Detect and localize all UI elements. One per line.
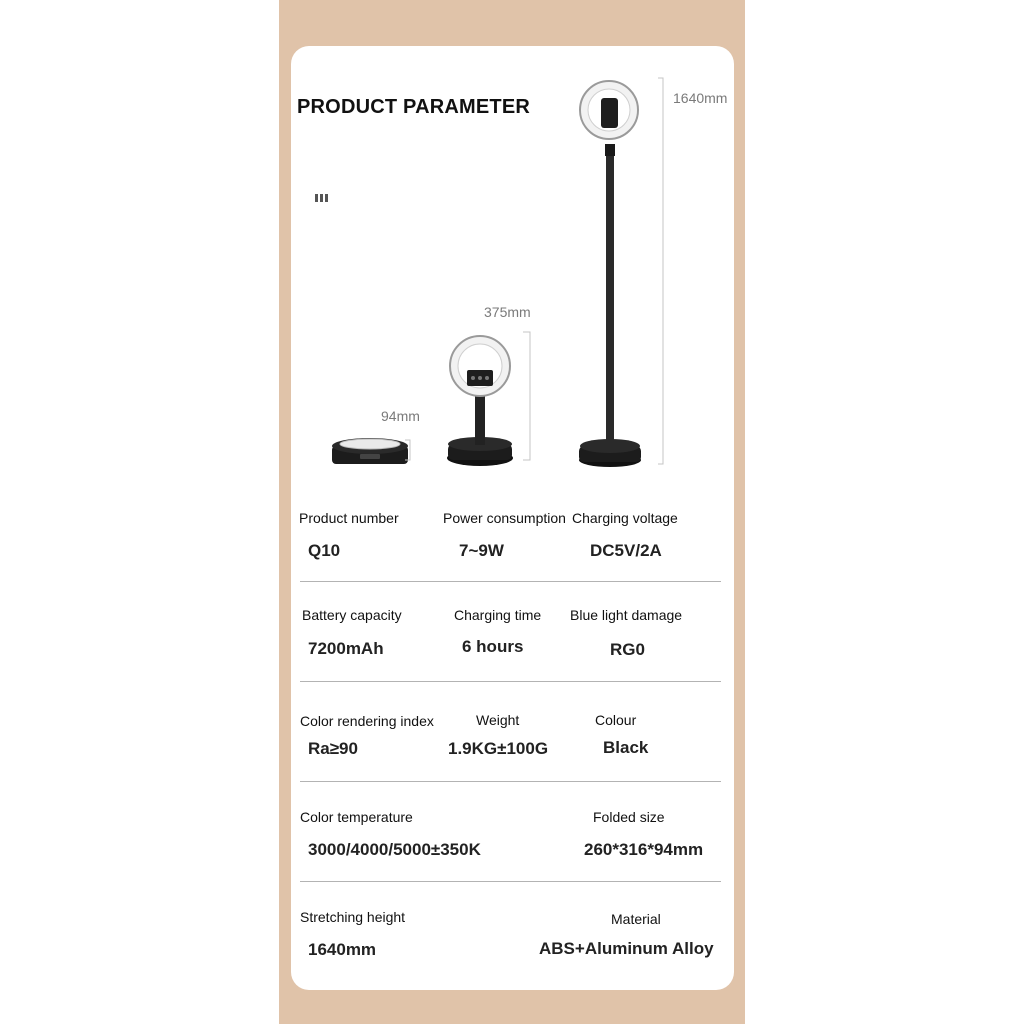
divider (300, 581, 721, 582)
page-title: PRODUCT PARAMETER (297, 96, 531, 118)
color-rendering-index-value: Ra≥90 (308, 739, 358, 758)
stretching-height-label: Stretching height (300, 909, 406, 925)
material-label: Material (611, 911, 661, 927)
dimension-label-full: 1640mm (673, 90, 728, 106)
divider (300, 681, 721, 682)
battery-capacity-value: 7200mAh (308, 639, 384, 658)
extended-ring-light (579, 81, 641, 467)
colour-value: Black (603, 738, 649, 757)
battery-capacity-label: Battery capacity (302, 607, 402, 623)
blue-light-damage-value: RG0 (610, 640, 645, 659)
weight-value: 1.9KG±100G (448, 739, 549, 758)
color-rendering-index-label: Color rendering index (300, 713, 434, 729)
folded-size-value: 260*316*94mm (584, 840, 704, 859)
colour-label: Colour (595, 712, 637, 728)
power-consumption-value: 7~9W (459, 541, 504, 560)
folded-size-label: Folded size (593, 809, 665, 825)
charging-voltage-label: Charging voltage (572, 510, 678, 526)
color-temperature-value: 3000/4000/5000±350K (308, 840, 481, 859)
stretching-height-value: 1640mm (308, 940, 377, 959)
product-number-label: Product number (299, 510, 399, 526)
dimension-label-folded: 94mm (381, 408, 420, 424)
mid-ring-light (447, 336, 513, 466)
divider (300, 881, 721, 882)
dimension-label-mid: 375mm (484, 304, 531, 320)
product-number-value: Q10 (308, 541, 341, 560)
color-temperature-label: Color temperature (300, 809, 413, 825)
charging-time-label: Charging time (454, 607, 542, 623)
folded-ring-light (332, 438, 408, 464)
charging-voltage-value: DC5V/2A (590, 541, 662, 560)
material-value: ABS+Aluminum Alloy (539, 939, 714, 958)
divider (300, 781, 721, 782)
weight-label: Weight (476, 712, 520, 728)
power-consumption-label: Power consumption (443, 510, 566, 526)
charging-time-value: 6 hours (462, 637, 524, 656)
blue-light-damage-label: Blue light damage (570, 607, 683, 623)
